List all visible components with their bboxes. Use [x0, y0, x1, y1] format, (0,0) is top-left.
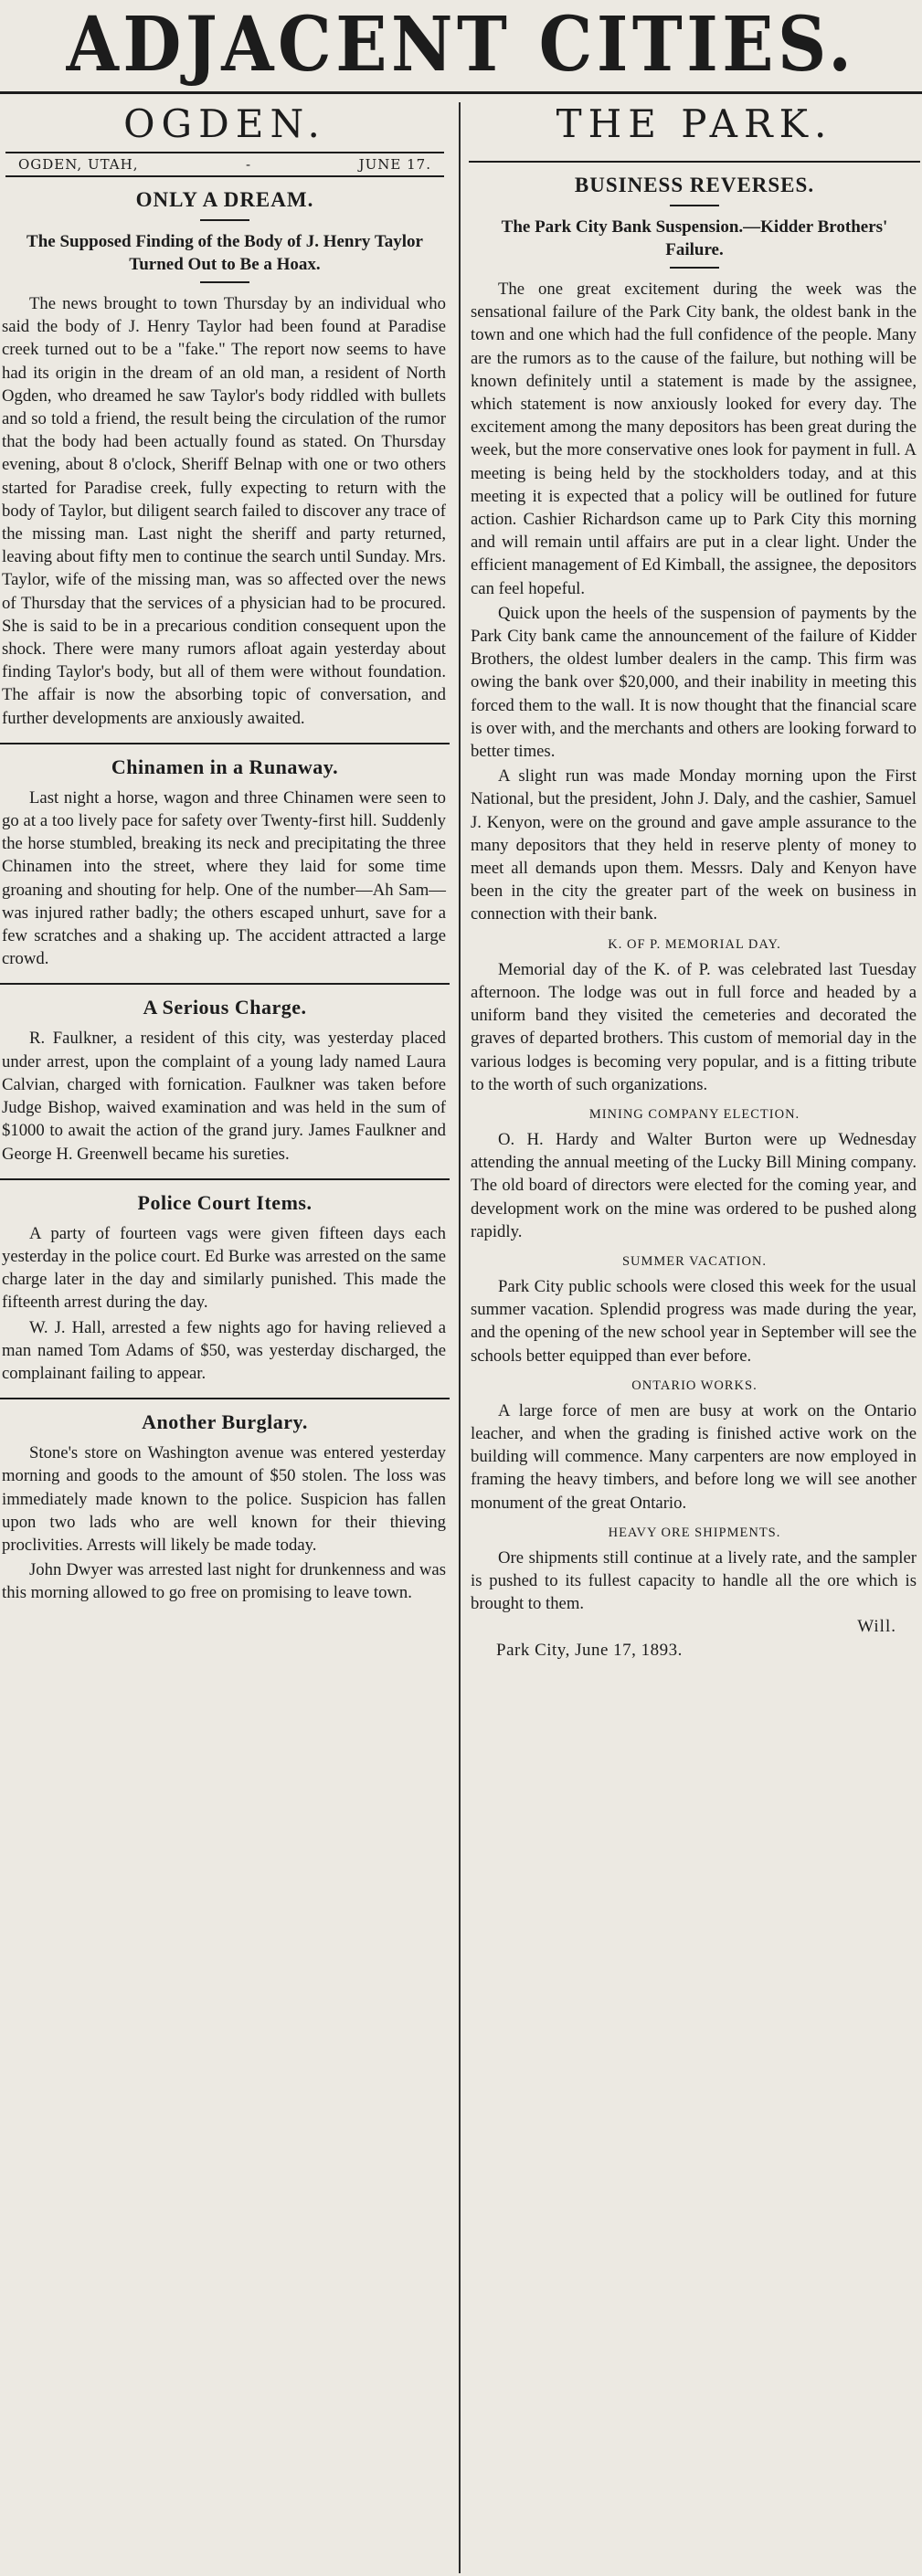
ogden-title: OGDEN.	[123, 101, 326, 146]
deck-rule	[670, 267, 719, 269]
subsection-title: SUMMER VACATION.	[621, 1253, 768, 1269]
article-headline: Police Court Items.	[137, 1190, 313, 1214]
article-headline: ONLY A DREAM.	[135, 188, 314, 211]
article-separator	[0, 1398, 450, 1399]
article-paragraph: A large force of men are busy at work on the Ontario leacher, and when the grading is finished active work on the building will commence. Many carpenters are now employed in framing the heavy timbers, and before long we will see another monument of the great Ontario.	[471, 1400, 917, 1513]
ogden-date: JUNE 17.	[358, 156, 431, 173]
article-headline: Another Burglary.	[142, 1410, 308, 1434]
article-separator	[0, 983, 450, 985]
park-title-rule	[469, 161, 920, 163]
headline-rule	[670, 205, 719, 206]
article-paragraph: Quick upon the heels of the suspension of payments by the Park City bank came the announcement of the failure of Kidder Brothers, the oldest lumber dealers in the camp. This firm was owing the bank over $20,000, and their inability in meeting this forced them to the wall. It is now thought that the financial scare is over with, and the merchants and others are looking forward to better times.	[471, 603, 917, 762]
park-column	[469, 95, 920, 2576]
park-dateline: Park City, June 17, 1893.	[496, 1641, 683, 1661]
article-paragraph: The one great excitement during the week was the sensational failure of the Park City bank, the oldest bank in the town and one which had the full confidence of the people. Many are the rumors as to the cause of the failure, but nothing will be known definitely until a statement is made by the assignee, which statement is now anxiously looked for every day. The excitement among the many depositors has been great during the week, but the more conservative ones look for payment in full. A meeting is being held by the stockholders today, and at this meeting it is expected that a policy will be outlined for future action. Cashier Richardson came up to Park City this morning and will remain until affairs are put in a clear light. Under the efficient management of Ed Kimball, the assignee, the depositors can feel hopeful.	[471, 280, 917, 598]
article-paragraph: The news brought to town Thursday by an individual who said the body of J. Henry Taylor had been found at Paradise creek turned out to be a "fake." The report now seems to have had its origin in the dream of an old man, a resident of North Ogden, who dreamed he saw Taylor's body riddled with bullets and so told a friend, the result being the circulation of the rumor that the body had been actually found as stated. On Thursday evening, about 8 o'clock, Sheriff Belnap with one or two others started for Paradise creek, fully expecting to return with the body of Taylor, but diligent search failed to discover any trace of the missing man. Last night the sheriff and party returned, leaving about fifty men to continue the search until Sunday. Mrs. Taylor, wife of the missing man, was so affected over the news of Thursday that the services of a physician had to be procured. She is said to be in a precarious condition consequent upon the shock. There were many rumors afloat again yesterday about finding Taylor's body, but all of them were without foundation. The affair is now the absorbing topic of conversation, and further developments are anxiously awaited.	[2, 294, 446, 728]
column-divider	[459, 102, 461, 2573]
ogden-dateline	[5, 152, 444, 177]
article-paragraph: W. J. Hall, arrested a few nights ago for having relieved a man named Tom Adams of $50, was yesterday discharged, the complainant failing to appear.	[2, 1317, 446, 1383]
subsection-title: MINING COMPANY ELECTION.	[588, 1106, 800, 1122]
ogden-dateline-sep: -	[246, 156, 252, 173]
deck-rule	[200, 281, 249, 283]
headline-rule	[200, 219, 249, 221]
correspondent-signature: Will.	[857, 1617, 896, 1637]
park-deck: The Park City Bank Suspension.—Kidder Brothers' Failure.	[501, 217, 888, 259]
subsection-title: K. OF P. MEMORIAL DAY.	[608, 936, 781, 952]
article-deck: The Supposed Finding of the Body of J. Henry Taylor Turned Out to Be a Hoax.	[26, 232, 423, 274]
article-separator	[0, 1178, 450, 1180]
subsection-title: ONTARIO WORKS.	[631, 1378, 758, 1393]
masthead: ADJACENT CITIES.	[66, 1, 856, 89]
article-headline: A Serious Charge.	[143, 996, 307, 1019]
article-separator	[0, 743, 450, 744]
ogden-place: OGDEN, UTAH,	[18, 156, 139, 173]
article-paragraph: Ore shipments still continue at a lively rate, and the sampler is pushed to its fullest capacity to handle all the ore which is brought to them.	[471, 1547, 917, 1614]
article-paragraph: A slight run was made Monday morning upon the First National, but the president, John J. Daly, and the cashier, Samuel J. Kenyon, were on the ground and gave ample assurance to the many depositors that they held in reserve plenty of money to meet all demands upon them. Messrs. Daly and Kenyon have been in the city the greater part of the week on business in connection with their bank.	[471, 766, 917, 924]
article-paragraph: O. H. Hardy and Walter Burton were up Wednesday attending the annual meeting of the Lucky Bill Mining company. The old board of directors were elected for the coming year, and development work on the mine was ordered to be pushed along rapidly.	[471, 1129, 917, 1241]
article-paragraph: Memorial day of the K. of P. was celebrated last Tuesday afternoon. The lodge was out in full force and headed by a uniform band they visited the cemeteries and decorated the graves of departed brothers. This custom of memorial day in the various lodges is becoming very popular, and is a fitting tribute to the worth of such organizations.	[471, 959, 917, 1094]
article-paragraph: Park City public schools were closed this week for the usual summer vacation. Splendid progress was made during the year, and the opening of the new school year in September will see the schools better equipped than ever before.	[471, 1276, 917, 1366]
masthead-rule	[0, 91, 922, 94]
article-paragraph: John Dwyer was arrested last night for drunkenness and was this morning allowed to go free on promising to leave town.	[2, 1560, 446, 1603]
article-paragraph: R. Faulkner, a resident of this city, was yesterday placed under arrest, upon the complaint of a young lady named Laura Calvian, charged with fornication. Faulkner was taken before Judge Bishop, waived examination and was held in the sum of $1000 to await the action of the grand jury. James Faulkner and George H. Greenwell became his sureties.	[2, 1029, 446, 1164]
article-paragraph: Stone's store on Washington avenue was entered yesterday morning and goods to the amount of $50 stolen. The loss was immediately made known to the police. Suspicion has fallen upon two lads who are well known for their thieving proclivities. Arrests will likely be made today.	[2, 1443, 446, 1555]
article-headline: Chinamen in a Runaway.	[111, 755, 339, 778]
park-title: THE PARK.	[556, 101, 833, 146]
ogden-column	[0, 95, 450, 2576]
article-paragraph: Last night a horse, wagon and three Chinamen were seen to go at a too lively pace for safety over Twenty-first hill. Suddenly the horse stumbled, breaking its neck and precipitating the three Chinamen into the street, where they laid for some time groaning and shouting for help. One of the number—Ah Sam—was injured rather badly; the others escaped unhurt, save for a few scratches and a shaking up. The accident attracted a large crowd.	[2, 787, 446, 969]
article-paragraph: A party of fourteen vags were given fifteen days each yesterday in the police court. Ed Burke was arrested on the same charge later in the day and similarly punished. This made the fifteenth arrest during the day.	[2, 1223, 446, 1313]
park-headline: BUSINESS REVERSES.	[574, 174, 815, 196]
subsection-title: HEAVY ORE SHIPMENTS.	[608, 1525, 781, 1540]
